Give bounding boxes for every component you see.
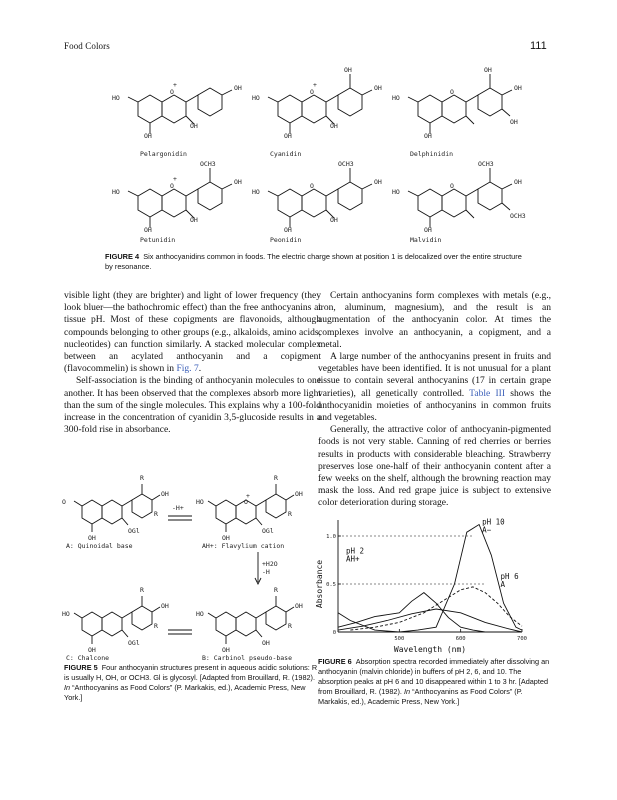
svg-text:OH: OH bbox=[330, 216, 338, 224]
svg-text:+: + bbox=[173, 81, 177, 89]
svg-text:OH: OH bbox=[424, 132, 432, 140]
figure-5-label: FIGURE 5 bbox=[64, 663, 98, 672]
svg-text:OH: OH bbox=[295, 602, 303, 610]
svg-text:R: R bbox=[274, 586, 278, 594]
right-column bbox=[318, 290, 551, 510]
svg-text:HO: HO bbox=[252, 94, 260, 102]
y-tick-label: 0 bbox=[332, 630, 336, 636]
svg-text:HO: HO bbox=[392, 94, 400, 102]
svg-text:OH: OH bbox=[222, 646, 230, 654]
figure-6-caption-end: “Anthocyanins as Food Colors” (P. Markakis, ed.), Academic Press, New York.] bbox=[318, 687, 523, 706]
svg-text:OH: OH bbox=[88, 646, 96, 654]
figure-6-caption bbox=[318, 657, 550, 707]
chalcone-structure bbox=[62, 586, 169, 662]
name-malvidin: Malvidin bbox=[410, 236, 442, 244]
right-paragraph-3: Generally, the attractive color of anthocyanin-pigmented foods is not very stable. Canning of red cherries or berries results in products with considerable bleaching. Strawberry preserves lose one-half of their anthocyanin content after a few weeks on the shelf, although the browning reaction may mask the loss. And red grape juice is subject to extensive color deterioration during storage. bbox=[318, 424, 551, 509]
left-paragraph-1-end: . bbox=[198, 363, 202, 375]
figure-4-label: FIGURE 4 bbox=[105, 252, 140, 261]
figure-5-structures bbox=[62, 470, 330, 662]
x-tick-label: 700 bbox=[517, 636, 527, 642]
svg-text:+: + bbox=[313, 81, 317, 89]
series-label: A bbox=[500, 580, 506, 590]
series-line-ph-10 bbox=[338, 525, 522, 633]
figure-5-caption-end: “Anthocyanins as Food Colors” (P. Markakis, ed.), Academic Press, New York.] bbox=[64, 683, 306, 702]
svg-text:OH: OH bbox=[424, 226, 432, 234]
quinoidal-base-structure bbox=[62, 474, 169, 550]
svg-text:R: R bbox=[274, 474, 278, 482]
peonidin-structure bbox=[252, 160, 382, 244]
x-axis-label: Wavelength (nm) bbox=[393, 645, 467, 654]
name-petunidin: Petunidin bbox=[140, 236, 176, 244]
right-paragraph-1: Certain anthocyanins form complexes with metals (e.g., iron, aluminum, magnesium), and the result is an augmentation of the anthocyanin color. At times the complexes involve an anthocyanin, a copigment, and a metal. bbox=[318, 290, 551, 350]
svg-text:HO: HO bbox=[62, 610, 70, 618]
label-h-plus: -H+ bbox=[172, 504, 184, 512]
left-paragraph-2: Self-association is the binding of anthocyanin molecules to one another. It has been observed that the complexes absorb more light than the sum of the single molecules. This explains why a 100-fold increase in the concentration of cyanidin 3,5-glucoside results in a 300-fold rise in absorbance. bbox=[64, 375, 321, 436]
svg-text:HO: HO bbox=[112, 188, 120, 196]
svg-text:O: O bbox=[62, 498, 66, 506]
svg-text:OH: OH bbox=[161, 490, 169, 498]
figure-6-chart bbox=[312, 516, 550, 654]
label-flavylium-cation: AH+: Flavylium cation bbox=[202, 542, 285, 550]
svg-text:+: + bbox=[246, 492, 250, 500]
svg-text:OCH3: OCH3 bbox=[338, 160, 354, 168]
name-cyanidin: Cyanidin bbox=[270, 150, 302, 158]
svg-text:OH: OH bbox=[144, 226, 152, 234]
svg-text:OH: OH bbox=[190, 216, 198, 224]
running-title: Food Colors bbox=[64, 41, 110, 51]
series-label: pH 6 bbox=[500, 572, 519, 582]
svg-text:OH: OH bbox=[484, 66, 492, 74]
x-tick-label: 600 bbox=[455, 636, 466, 642]
svg-text:OH: OH bbox=[295, 490, 303, 498]
figure-6-caption-text: Absorption spectra recorded immediately after dissolving an anthocyanin (malvin chloride) in buffers of pH 2, 6, and 10. The absorption peaks at pH 6 and 10 disappeared within 1 to 3 hr. [Adapted from Brouillard, R. (1982). bbox=[318, 657, 550, 696]
svg-text:O: O bbox=[450, 182, 454, 190]
left-paragraph-1-text: visible light (they are brighter) and light of lower frequency (they look bluer—the bathochromic effect) than the free anthocyanins at tissue pH. Most of these copigments are flavonoids, although compounds belonging to other groups (e.g., alkaloids, amino acids, nucleotides) can function similarly. A stacked molecular complex between an acylated anthocyanin and a copigment (flavocommelin) is shown in bbox=[64, 290, 321, 375]
series-label: A− bbox=[482, 525, 492, 535]
svg-text:OGl: OGl bbox=[262, 527, 274, 535]
svg-text:OGl: OGl bbox=[128, 639, 140, 647]
svg-text:OH: OH bbox=[234, 84, 242, 92]
svg-text:O: O bbox=[170, 88, 174, 96]
svg-text:OH: OH bbox=[344, 66, 352, 74]
malvidin-structure bbox=[392, 160, 526, 244]
svg-text:OH: OH bbox=[88, 534, 96, 542]
svg-text:OH: OH bbox=[144, 132, 152, 140]
series-label: pH 2 bbox=[345, 546, 365, 556]
svg-text:OH: OH bbox=[514, 84, 522, 92]
svg-text:OH: OH bbox=[374, 178, 382, 186]
svg-text:R: R bbox=[288, 510, 292, 518]
svg-text:O: O bbox=[310, 88, 314, 96]
right-paragraph-2 bbox=[318, 351, 551, 424]
figure-5-caption bbox=[64, 663, 320, 703]
svg-text:+: + bbox=[173, 175, 177, 183]
svg-text:R: R bbox=[288, 622, 292, 630]
figure-4-caption bbox=[105, 252, 530, 272]
name-pelargonidin: Pelargonidin bbox=[140, 150, 187, 158]
petunidin-structure bbox=[112, 160, 242, 244]
name-peonidin: Peonidin bbox=[270, 236, 302, 244]
svg-text:OH: OH bbox=[262, 639, 270, 647]
label-carbinol-pseudo-base: B: Carbinol pseudo-base bbox=[202, 654, 293, 662]
svg-text:OH: OH bbox=[284, 226, 292, 234]
chart-plot-area bbox=[315, 517, 527, 654]
left-column bbox=[64, 290, 321, 436]
series-label: AH+ bbox=[345, 554, 360, 564]
svg-text:OCH3: OCH3 bbox=[478, 160, 494, 168]
svg-text:O: O bbox=[170, 182, 174, 190]
label-quinoidal-base: A: Quinoidal base bbox=[66, 542, 133, 550]
svg-text:R: R bbox=[140, 474, 144, 482]
svg-text:OH: OH bbox=[514, 178, 522, 186]
flavylium-cation-structure bbox=[196, 474, 303, 550]
figure-6-label: FIGURE 6 bbox=[318, 657, 352, 666]
svg-text:HO: HO bbox=[196, 610, 204, 618]
svg-text:OH: OH bbox=[222, 534, 230, 542]
delphinidin-structure bbox=[392, 66, 522, 158]
pelargonidin-structure bbox=[112, 81, 242, 158]
y-axis-label: Absorbance bbox=[315, 559, 324, 609]
svg-text:OH: OH bbox=[161, 602, 169, 610]
svg-text:OCH3: OCH3 bbox=[200, 160, 216, 168]
svg-text:R: R bbox=[154, 510, 158, 518]
y-tick-label: 0.5 bbox=[326, 582, 336, 588]
label-h2o: +H2O bbox=[262, 560, 278, 568]
svg-text:R: R bbox=[154, 622, 158, 630]
cyanidin-structure bbox=[252, 66, 382, 158]
figure-5-caption-text: Four anthocyanin structures present in aqueous acidic solutions: R is usually H, OH, or OCH3. Gl is glycosyl. [Adapted from Brouillard, R. (1982). bbox=[64, 663, 318, 682]
table-iii-link[interactable]: Table III bbox=[469, 387, 506, 399]
svg-text:OH: OH bbox=[190, 122, 198, 130]
carbinol-pseudo-base-structure bbox=[196, 586, 303, 662]
figure-5-caption-in: In bbox=[64, 683, 71, 692]
svg-text:O: O bbox=[244, 498, 248, 506]
svg-text:HO: HO bbox=[112, 94, 120, 102]
right-paragraph-2-text: A large number of the anthocyanins present in fruits and vegetables have been identified. It is not unusual for a plant tissue to contain several anthocyanins (17 in certain grape varieties), all genetically controlled. bbox=[318, 351, 551, 399]
fig-7-link[interactable]: Fig. 7 bbox=[176, 363, 199, 375]
series-label: pH 10 bbox=[482, 517, 505, 527]
figure-4-caption-text: Six anthocyanidins common in foods. The electric charge shown at position 1 is delocalized over the entire structure by resonance. bbox=[105, 252, 522, 272]
hydration-arrow bbox=[255, 552, 278, 584]
figure-4-structures bbox=[110, 60, 540, 244]
svg-text:OH: OH bbox=[284, 132, 292, 140]
page-number: 111 bbox=[530, 40, 547, 52]
left-paragraph-1 bbox=[64, 290, 321, 375]
equilibrium-arrow-top bbox=[168, 504, 192, 520]
svg-text:O: O bbox=[450, 88, 454, 96]
svg-text:OH: OH bbox=[374, 84, 382, 92]
svg-text:O: O bbox=[310, 182, 314, 190]
series-line-ph-2 bbox=[338, 593, 485, 632]
y-tick-label: 1.0 bbox=[326, 534, 336, 540]
svg-text:OGl: OGl bbox=[128, 527, 140, 535]
svg-text:OH: OH bbox=[330, 122, 338, 130]
svg-text:HO: HO bbox=[392, 188, 400, 196]
right-paragraph-2-end: shows the anthocyanidin moieties of anthocyanins in common fruits and vegetables. bbox=[318, 387, 552, 424]
svg-text:R: R bbox=[140, 586, 144, 594]
figure-6-caption-in: In bbox=[403, 687, 411, 696]
svg-text:OH: OH bbox=[234, 178, 242, 186]
svg-text:HO: HO bbox=[252, 188, 260, 196]
x-tick-label: 500 bbox=[394, 636, 405, 642]
svg-text:OCH3: OCH3 bbox=[510, 212, 526, 220]
label-chalcone: C: Chalcone bbox=[66, 654, 110, 662]
name-delphinidin: Delphinidin bbox=[410, 150, 454, 158]
label-minus-h: -H bbox=[262, 568, 270, 576]
svg-text:HO: HO bbox=[196, 498, 204, 506]
svg-text:OH: OH bbox=[510, 118, 518, 126]
series-line-ph-6 bbox=[350, 587, 522, 630]
equilibrium-arrow-bottom bbox=[168, 630, 192, 634]
